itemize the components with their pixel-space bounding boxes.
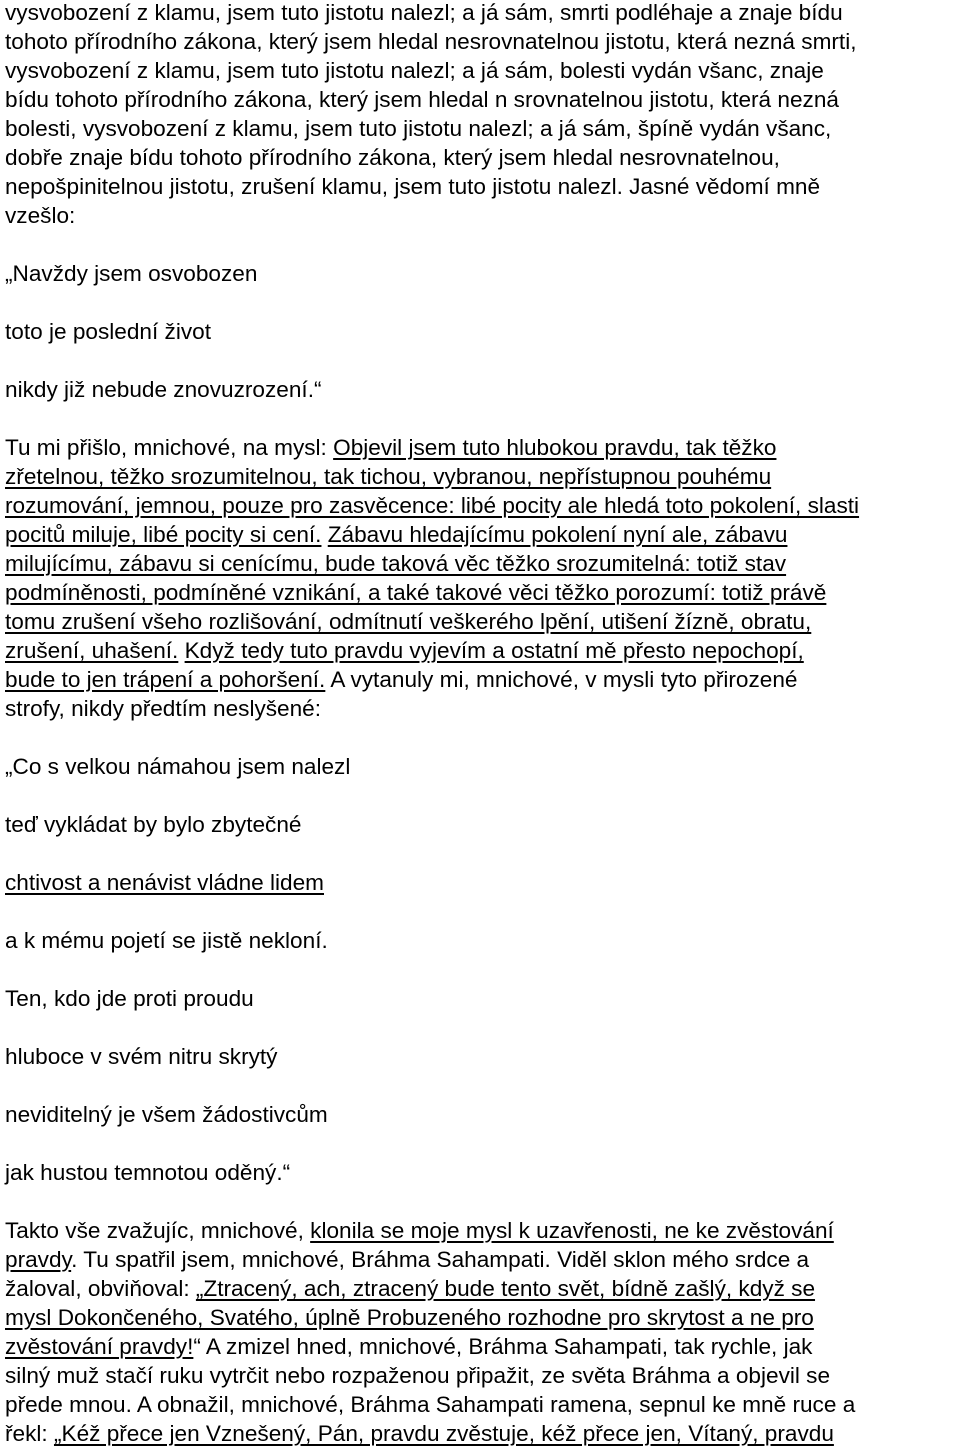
text-line <box>5 984 254 1013</box>
text-line <box>5 1390 855 1419</box>
text-line <box>5 694 321 723</box>
body-text: Ten, kdo jde proti proudu <box>5 986 254 1011</box>
text-line <box>5 1274 815 1303</box>
underlined-text: podmíněnosti, podmíněné vznikání, a také takové věci těžko porozumí: totiž právě <box>5 580 827 605</box>
body-text: strofy, nikdy předtím neslyšené: <box>5 696 322 721</box>
body-text: dobře znaje bídu tohoto přírodního zákona, který jsem hledal nesrovnatelnou, <box>5 145 780 170</box>
body-text: neviditelný je všem žádostivcům <box>5 1102 328 1127</box>
body-text: vysvobození z klamu, jsem tuto jistotu nalezl; a já sám, bolesti vydán všanc, znaje <box>5 58 824 83</box>
underlined-text: pocitů miluje, libé pocity si cení. <box>5 522 322 547</box>
text-line <box>5 1419 834 1448</box>
body-text: silný muž stačí ruku vytrčit nebo rozpaženou připažit, ze světa Bráhma a objevil se <box>5 1363 831 1388</box>
body-text: tohoto přírodního zákona, který jsem hledal nesrovnatelnou jistotu, která nezná smrti, <box>5 29 857 54</box>
text-line <box>5 27 857 56</box>
body-text: toto je poslední život <box>5 319 211 344</box>
body-text: bolesti, vysvobození z klamu, jsem tuto jistotu nalezl; a já sám, špíně vydán všanc, <box>5 116 832 141</box>
underlined-text: Když tedy tuto pravdu vyjevím a ostatní mě přesto nepochopí, <box>184 638 804 663</box>
text-line <box>5 549 786 578</box>
text-line <box>5 462 771 491</box>
text-line <box>5 578 826 607</box>
text-line <box>5 1245 809 1274</box>
text-line <box>5 1303 814 1332</box>
underlined-text: Zábavu hledajícímu pokolení nyní ale, zábavu <box>327 522 788 547</box>
underlined-text: klonila se moje mysl k uzavřenosti, ne ke zvěstování <box>310 1218 834 1243</box>
text-line <box>5 433 776 462</box>
underlined-text: zrušení, uhašení. <box>5 638 179 663</box>
text-line <box>5 375 322 404</box>
body-text: . Tu spatřil jsem, mnichové, Bráhma Sahampati. Viděl sklon mého srdce a <box>71 1247 810 1272</box>
text-line <box>5 491 859 520</box>
body-text: jak hustou temnotou oděný.“ <box>5 1160 291 1185</box>
text-line <box>5 259 257 288</box>
body-text: Tu mi přišlo, mnichové, na mysl: <box>5 435 334 460</box>
body-text: Takto vše zvažujíc, mnichové, <box>5 1218 311 1243</box>
text-line <box>5 868 324 897</box>
text-line <box>5 636 804 665</box>
body-text: bídu tohoto přírodního zákona, který jsem hledal n srovnatelnou jistotu, která nezná <box>5 87 839 112</box>
text-line <box>5 752 350 781</box>
underlined-text: zřetelnou, těžko srozumitelnou, tak tichou, vybranou, nepřístupnou pouhému <box>5 464 772 489</box>
text-line <box>5 607 811 636</box>
text-line <box>5 520 787 549</box>
body-text: A vytanuly mi, mnichové, v mysli tyto přirozené <box>325 667 798 692</box>
underlined-text: milujícímu, zábavu si cenícímu, bude taková věc těžko srozumitelná: totiž stav <box>5 551 787 576</box>
underlined-text: mysl Dokončeného, Svatého, úplně Probuzeného rozhodne pro skrytost a ne pro <box>5 1305 814 1330</box>
body-text: vzešlo: <box>5 203 76 228</box>
underlined-text: „Ztracený, ach, ztracený bude tento svět, bídně zašlý, když se <box>195 1276 816 1301</box>
text-line <box>5 1158 290 1187</box>
body-text: řekl: <box>5 1421 54 1446</box>
text-line <box>5 114 831 143</box>
text-line <box>5 1332 812 1361</box>
text-line <box>5 0 843 27</box>
body-text: teď vykládat by bylo zbytečné <box>5 812 302 837</box>
body-text: hluboce v svém nitru skrytý <box>5 1044 278 1069</box>
text-line <box>5 1216 834 1245</box>
text-line <box>5 85 839 114</box>
text-line <box>5 201 75 230</box>
text-line <box>5 926 328 955</box>
underlined-text: bude to jen trápení a pohoršení. <box>5 667 326 692</box>
text-line <box>5 317 211 346</box>
body-text: přede mnou. A obnažil, mnichové, Bráhma Sahampati ramena, sepnul ke mně ruce a <box>5 1392 856 1417</box>
text-line <box>5 172 820 201</box>
text-line <box>5 143 780 172</box>
body-text: nepošpinitelnou jistotu, zrušení klamu, jsem tuto jistotu nalezl. Jasné vědomí mně <box>5 174 821 199</box>
text-line <box>5 1100 328 1129</box>
body-text: „Co s velkou námahou jsem nalezl <box>5 754 351 779</box>
text-line <box>5 810 301 839</box>
body-text: “ A zmizel hned, mnichové, Bráhma Sahampati, tak rychle, jak <box>193 1334 813 1359</box>
text-line <box>5 1361 830 1390</box>
underlined-text: rozumování, jemnou, pouze pro zasvěcence: libé pocity ale hledá toto pokolení, slasti <box>5 493 860 518</box>
body-text: vysvobození z klamu, jsem tuto jistotu nalezl; a já sám, smrti podléhaje a znaje bídu <box>5 0 843 25</box>
body-text: nikdy již nebude znovuzrození.“ <box>5 377 322 402</box>
text-line <box>5 56 824 85</box>
text-line <box>5 1042 277 1071</box>
body-text: „Navždy jsem osvobozen <box>5 261 258 286</box>
body-text: žaloval, obviňoval: <box>5 1276 196 1301</box>
underlined-text: zvěstování pravdy! <box>5 1334 194 1359</box>
underlined-text: „Kéž přece jen Vznešený, Pán, pravdu zvěstuje, kéž přece jen, Vítaný, pravdu <box>53 1421 834 1446</box>
underlined-text: Objevil jsem tuto hlubokou pravdu, tak těžko <box>333 435 777 460</box>
underlined-text: pravdy <box>5 1247 72 1272</box>
underlined-text: tomu zrušení všeho rozlišování, odmítnutí veškerého lpění, utišení žízně, obratu, <box>5 609 812 634</box>
underlined-text: chtivost a nenávist vládne lidem <box>5 870 324 895</box>
text-line <box>5 665 797 694</box>
body-text: a k mému pojetí se jistě nekloní. <box>5 928 328 953</box>
